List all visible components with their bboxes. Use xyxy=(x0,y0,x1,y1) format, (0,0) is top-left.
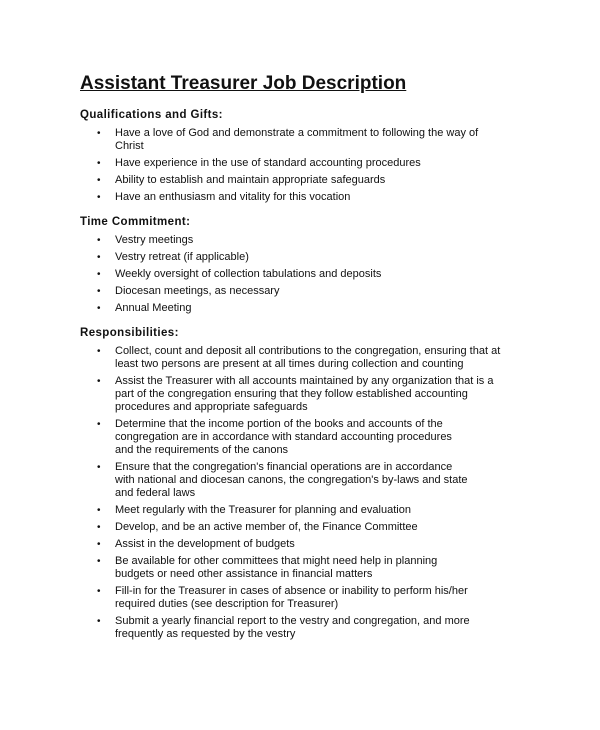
list-item xyxy=(80,191,540,204)
bullet-icon: • xyxy=(97,303,101,314)
list-item-text-line: and federal laws xyxy=(115,487,196,499)
list-item xyxy=(80,521,540,534)
bullet-icon: • xyxy=(97,419,101,430)
bullet-icon: • xyxy=(97,616,101,627)
list-item-text-line: Assist in the development of budgets xyxy=(115,538,295,550)
list-item xyxy=(80,234,540,247)
list-item-text-line: part of the congregation ensuring that they follow established accounting xyxy=(115,388,468,400)
list-item-text-line: Have a love of God and demonstrate a commitment to following the way of xyxy=(115,127,479,139)
bullet-icon: • xyxy=(97,235,101,246)
bullet-icon: • xyxy=(97,286,101,297)
list-item-text-line: Develop, and be an active member of, the Finance Committee xyxy=(115,521,418,533)
document-page xyxy=(80,73,540,652)
list-item xyxy=(80,251,540,264)
list-item xyxy=(80,615,540,641)
list-item-text-line: Collect, count and deposit all contributions to the congregation, ensuring that at xyxy=(115,345,501,357)
bullet-icon: • xyxy=(97,252,101,263)
bullet-icon: • xyxy=(97,158,101,169)
list-item-text-line: required duties (see description for Treasurer) xyxy=(115,598,339,610)
list-item-text-line: Diocesan meetings, as necessary xyxy=(115,285,280,297)
list-item xyxy=(80,285,540,298)
list-item-text-line: budgets or need other assistance in financial matters xyxy=(115,568,373,580)
bullet-icon: • xyxy=(97,346,101,357)
list-item-text-line: frequently as requested by the vestry xyxy=(115,628,296,640)
list-item-text-line: Vestry meetings xyxy=(115,234,194,246)
bullet-icon: • xyxy=(97,505,101,516)
list-item xyxy=(80,157,540,170)
bullet-icon: • xyxy=(97,192,101,203)
list-item-text-line: procedures and appropriate safeguards xyxy=(115,401,308,413)
list-item-text-line: Have an enthusiasm and vitality for this vocation xyxy=(115,191,351,203)
bullet-icon: • xyxy=(97,462,101,473)
list-item xyxy=(80,375,540,414)
list-item-text-line: and the requirements of the canons xyxy=(115,444,289,456)
list-item xyxy=(80,538,540,551)
bullet-icon: • xyxy=(97,556,101,567)
bullet-icon: • xyxy=(97,175,101,186)
document-title: Assistant Treasurer Job Description xyxy=(80,73,407,94)
bullet-list-responsibilities xyxy=(80,345,540,641)
list-item-text-line: Have experience in the use of standard accounting procedures xyxy=(115,157,421,169)
list-item xyxy=(80,504,540,517)
list-item-text-line: with national and diocesan canons, the congregation's by-laws and state xyxy=(115,474,468,486)
list-item-text-line: Weekly oversight of collection tabulations and deposits xyxy=(115,268,382,280)
list-item xyxy=(80,418,540,457)
bullet-icon: • xyxy=(97,269,101,280)
section-heading-responsibilities: Responsibilities: xyxy=(80,327,179,339)
list-item-text-line: Meet regularly with the Treasurer for planning and evaluation xyxy=(115,504,411,516)
list-item xyxy=(80,461,540,500)
list-item-text-line: Assist the Treasurer with all accounts maintained by any organization that is a xyxy=(115,375,494,387)
list-item-text-line: Submit a yearly financial report to the vestry and congregation, and more xyxy=(115,615,470,627)
list-item-text-line: Be available for other committees that might need help in planning xyxy=(115,555,438,567)
bullet-list-time-commitment xyxy=(80,234,540,315)
bullet-icon: • xyxy=(97,586,101,597)
list-item-text-line: Christ xyxy=(115,140,144,152)
section-heading-time-commitment: Time Commitment: xyxy=(80,216,191,228)
section-heading-qualifications: Qualifications and Gifts: xyxy=(80,109,223,121)
list-item xyxy=(80,127,540,153)
list-item-text-line: Determine that the income portion of the books and accounts of the xyxy=(115,418,443,430)
bullet-icon: • xyxy=(97,522,101,533)
list-item-text-line: Fill-in for the Treasurer in cases of absence or inability to perform his/her xyxy=(115,585,468,597)
list-item-text-line: Annual Meeting xyxy=(115,302,192,314)
list-item-text-line: Ensure that the congregation's financial operations are in accordance xyxy=(115,461,453,473)
bullet-icon: • xyxy=(97,376,101,387)
list-item xyxy=(80,268,540,281)
list-item xyxy=(80,302,540,315)
list-item xyxy=(80,555,540,581)
list-item-text-line: congregation are in accordance with standard accounting procedures xyxy=(115,431,452,443)
list-item xyxy=(80,345,540,371)
bullet-list-qualifications xyxy=(80,127,540,204)
list-item-text-line: Ability to establish and maintain appropriate safeguards xyxy=(115,174,386,186)
list-item xyxy=(80,585,540,611)
list-item-text-line: least two persons are present at all times during collection and counting xyxy=(115,358,464,370)
bullet-icon: • xyxy=(97,128,101,139)
list-item-text-line: Vestry retreat (if applicable) xyxy=(115,251,249,263)
list-item xyxy=(80,174,540,187)
sections-container xyxy=(80,108,540,641)
bullet-icon: • xyxy=(97,539,101,550)
